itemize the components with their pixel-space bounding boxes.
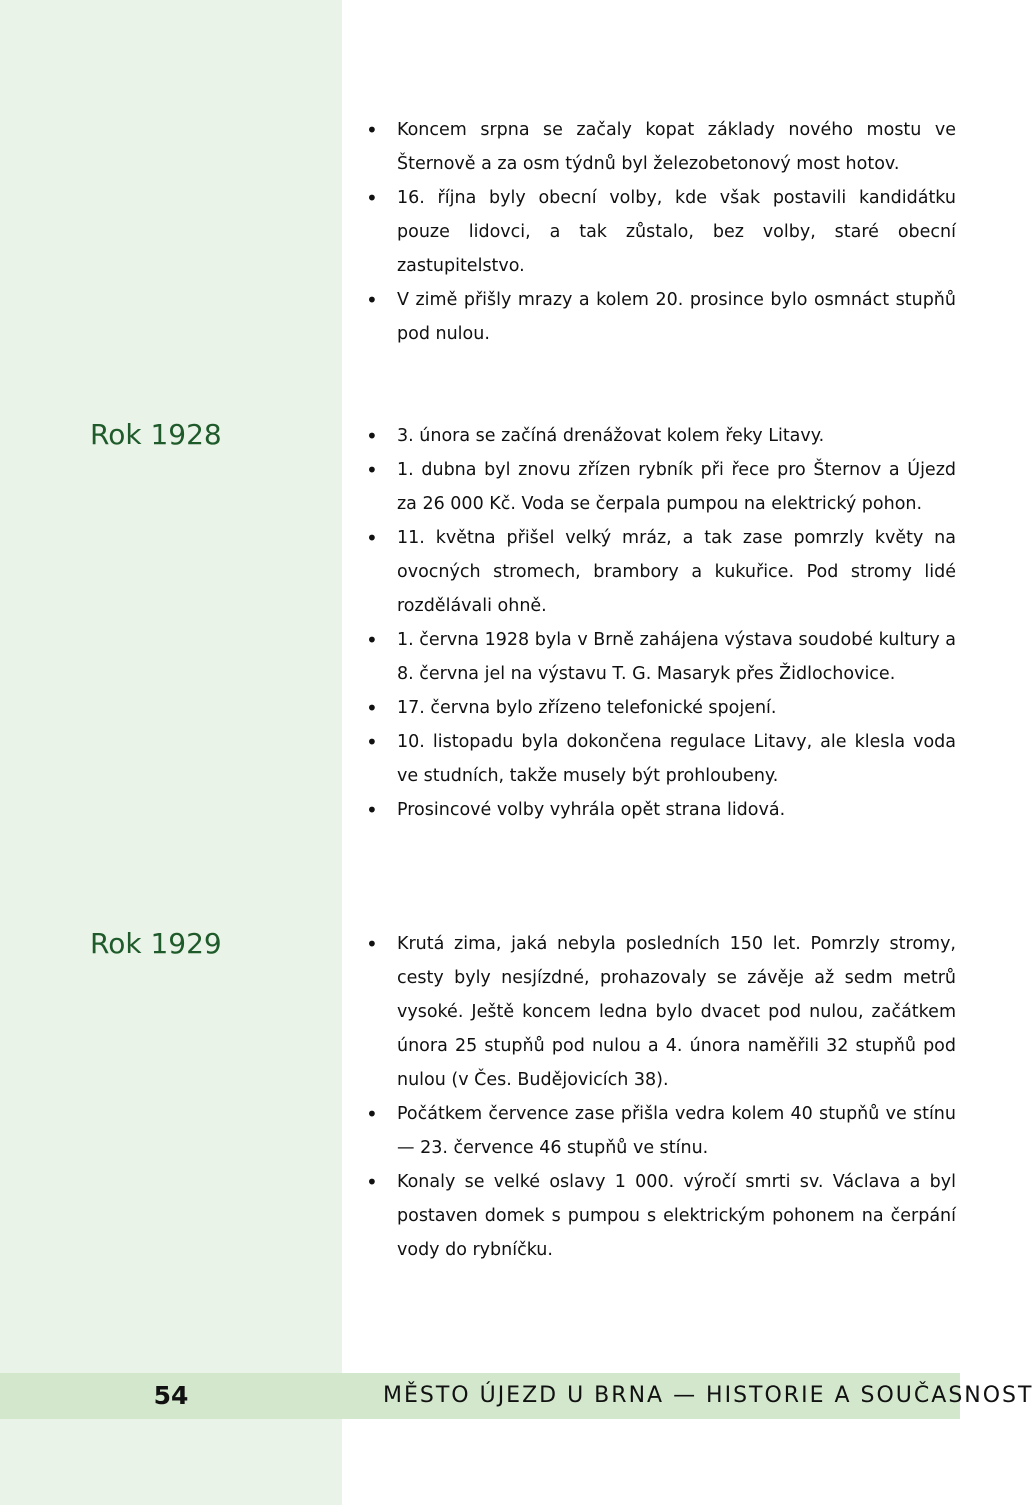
entry-list-1929 xyxy=(364,927,956,1267)
list-item: • Prosincové volby vyhrála opět strana lidová. xyxy=(364,793,956,827)
list-item: • V zimě přišly mrazy a kolem 20. prosince bylo osmnáct stupňů pod nulou. xyxy=(364,283,956,351)
year-heading-1928: Rok 1928 xyxy=(90,418,222,451)
list-item: • Konaly se velké oslavy 1 000. výročí smrti sv. Václava a byl postaven domek s pumpou s elektrickým pohonem na čerpání vody do rybníčku. xyxy=(364,1165,956,1267)
entry-list-continuation xyxy=(364,113,956,351)
page-number: 54 xyxy=(153,1381,189,1410)
year-heading-1929: Rok 1929 xyxy=(90,927,222,960)
section-1928 xyxy=(364,419,956,827)
running-title: MĚSTO ÚJEZD U BRNA — HISTORIE A SOUČASNOST xyxy=(383,1383,1033,1408)
list-item: • 16. října byly obecní volby, kde však postavili kandidátku pouze lidovci, a tak zůstalo, bez volby, staré obecní zastupitelstvo. xyxy=(364,181,956,283)
section-1929 xyxy=(364,927,956,1267)
section-continuation xyxy=(364,113,956,351)
list-item: • 10. listopadu byla dokončena regulace Litavy, ale klesla voda ve studních, takže musely být prohloubeny. xyxy=(364,725,956,793)
list-item: • 1. června 1928 byla v Brně zahájena výstava soudobé kultury a 8. června jel na výstavu T. G. Masaryk přes Židlochovice. xyxy=(364,623,956,691)
list-item: • 11. května přišel velký mráz, a tak zase pomrzly květy na ovocných stromech, brambory a kukuřice. Pod stromy lidé rozdělávali ohně. xyxy=(364,521,956,623)
list-item: • Počátkem července zase přišla vedra kolem 40 stupňů ve stínu — 23. července 46 stupňů ve stínu. xyxy=(364,1097,956,1165)
list-item: • 17. června bylo zřízeno telefonické spojení. xyxy=(364,691,956,725)
list-item: • Koncem srpna se začaly kopat základy nového mostu ve Šternově a za osm týdnů byl železobetonový most hotov. xyxy=(364,113,956,181)
list-item: • 1. dubna byl znovu zřízen rybník při řece pro Šternov a Újezd za 26 000 Kč. Voda se čerpala pumpou na elektrický pohon. xyxy=(364,453,956,521)
list-item: • Krutá zima, jaká nebyla posledních 150 let. Pomrzly stromy, cesty byly nesjízdné, prohazovaly se závěje až sedm metrů vysoké. Ještě koncem ledna bylo dvacet pod nulou, začátkem února 25 stupňů pod nulou a 4. února naměřili 32 stupňů pod nulou (v Čes. Budějovicích 38). xyxy=(364,927,956,1097)
entry-list-1928 xyxy=(364,419,956,827)
left-sidebar-band xyxy=(0,0,342,1505)
list-item: • 3. února se začíná drenážovat kolem řeky Litavy. xyxy=(364,419,956,453)
